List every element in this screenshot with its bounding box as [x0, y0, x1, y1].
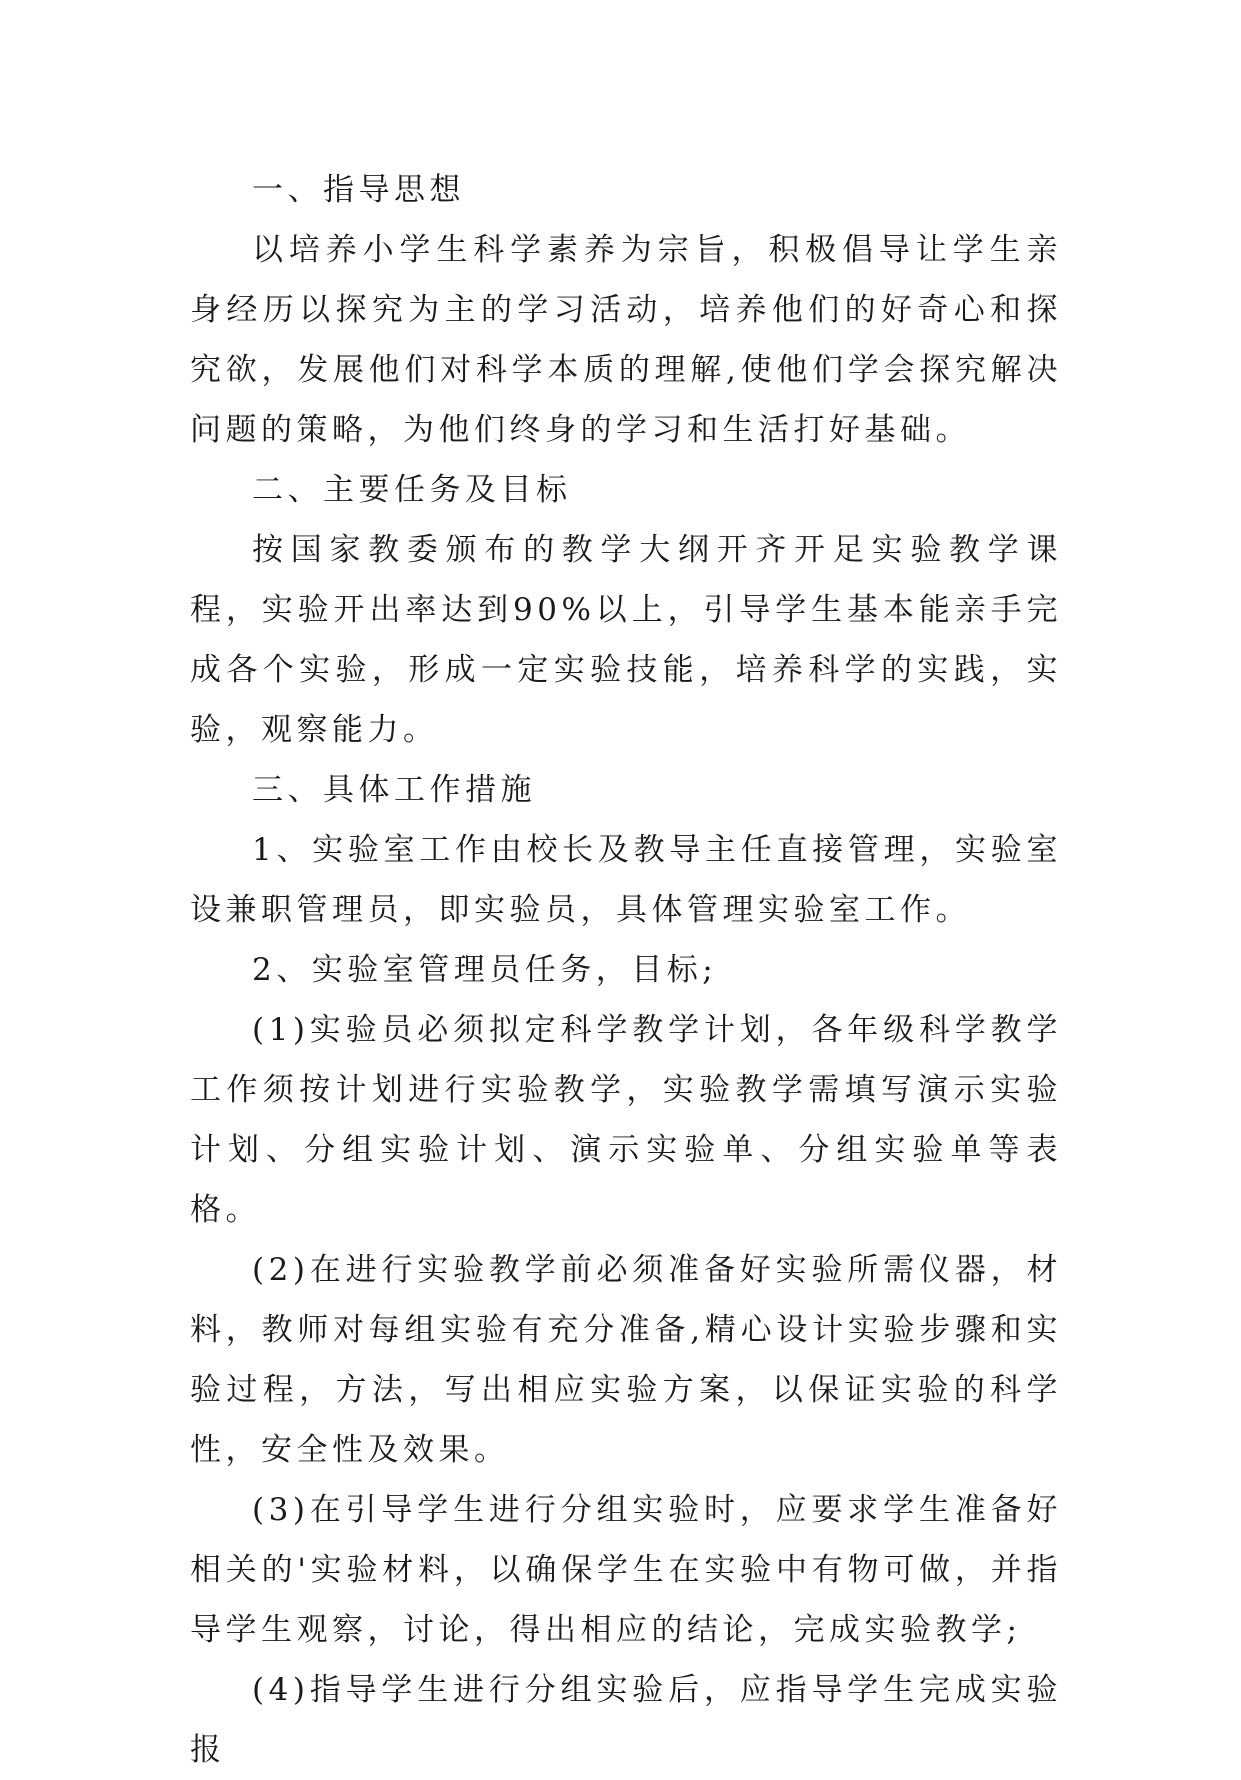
section-heading-measures: 三、具体工作措施 [252, 772, 536, 808]
paragraph-measure-2: 2、实验室管理员任务，目标; [252, 952, 718, 988]
paragraph-item-1: (1)实验员必须拟定科学教学计划，各年级科学教学工作须按计划进行实验教学，实验教学需填写演示实验计划、分组实验计划、演示实验单、分组实验单等表格。 [190, 1012, 1062, 1228]
paragraph-tasks-goals: 按国家教委颁布的教学大纲开齐开足实验教学课程，实验开出率达到90%以上，引导学生基本能亲手完成各个实验，形成一定实验技能，培养科学的实践，实验，观察能力。 [190, 532, 1062, 748]
paragraph-item-2: (2)在进行实验教学前必须准备好实验所需仪器，材料，教师对每组实验有充分准备,精心设计实验步骤和实验过程，方法，写出相应实验方案，以保证实验的科学性，安全性及效果。 [190, 1252, 1062, 1468]
paragraph-guiding-ideology: 以培养小学生科学素养为宗旨，积极倡导让学生亲身经历以探究为主的学习活动，培养他们的好奇心和探究欲，发展他们对科学本质的理解,使他们学会探究解决问题的策略，为他们终身的学习和生活打好基础。 [190, 232, 1062, 448]
document-body [190, 160, 1062, 1780]
paragraph-item-3: (3)在引导学生进行分组实验时，应要求学生准备好相关的'实验材料，以确保学生在实验中有物可做，并指导学生观察，讨论，得出相应的结论，完成实验教学; [190, 1492, 1062, 1648]
paragraph-item-4: (4)指导学生进行分组实验后，应指导学生完成实验报 [190, 1672, 1062, 1768]
paragraph-measure-1: 1、实验室工作由校长及教导主任直接管理，实验室设兼职管理员，即实验员，具体管理实验室工作。 [190, 832, 1062, 928]
section-heading-guiding-ideology: 一、指导思想 [252, 172, 465, 208]
section-heading-tasks-goals: 二、主要任务及目标 [252, 472, 572, 508]
